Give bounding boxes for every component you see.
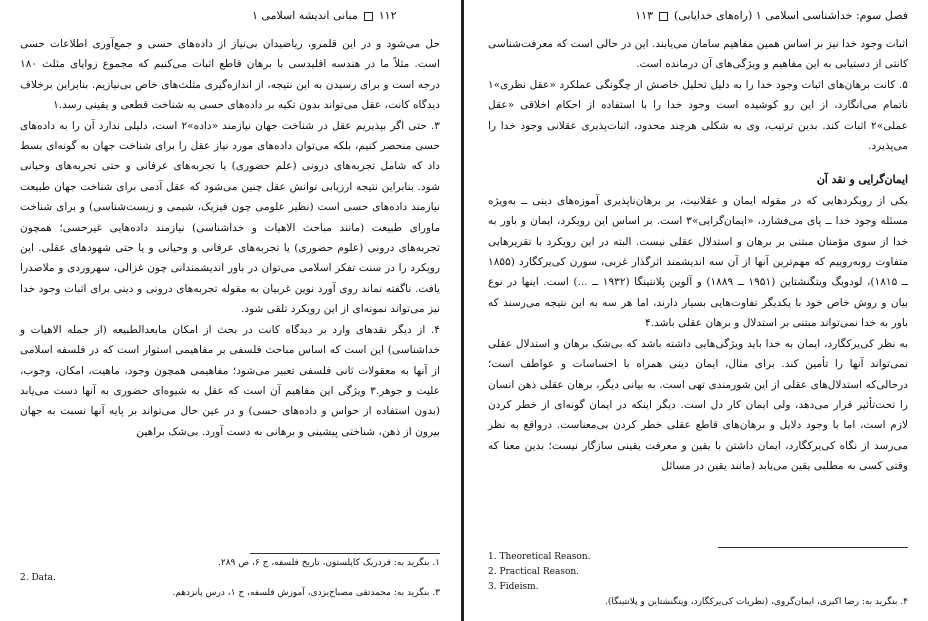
right-page-number: ۱۱۳ xyxy=(635,9,653,22)
left-page xyxy=(0,0,461,621)
right-page xyxy=(464,0,928,621)
right-running-title: فصل سوم: خداشناسی اسلامی ۱ (راه‌های خدایابی) xyxy=(673,9,908,22)
right-footnote-rule xyxy=(718,547,908,548)
right-section-paragraph-2: به نظر کی‌یرکگارد، ایمان به خدا باید ویژگی‌هایی داشته باشد که بی‌شک برهان و استدلال عقلی نمی‌تواند آنها را تأمین کند. برای مثال، ایمان دینی همراه با احساسات و عواطف است؛ درحالی‌که استدلال‌های عقلی از این شورمندی تهی است. به بیانی دیگر، برهان عقلی ذهن انسان را تحت‌تأثیر قرار می‌دهد، ولی ایمان کار دل است. دیگر اینکه در ایمان گونه‌ای از خطر کردن لازم است، اما با وجود دلایل و برهان‌های قاطع عقلی خطر کردن بی‌معناست. درواقع به نظر می‌رسد از نگاه کی‌یرکگارد، ایمان داشتن با یقین و معرفت یقینی سازگار نیست؛ بدین معنا که وقتی کسی به مطلبی یقین می‌یابد (مانند یقین در مسائل xyxy=(488,337,908,473)
left-running-title: مبانی اندیشه اسلامی ۱ xyxy=(252,9,358,22)
left-paragraph-3: ۴. از دیگر نقدهای وارد بر دیدگاه کانت در بحث از امکان مابعدالطبیعه (از جمله الاهیات و خداشناسی) این است که اساس مباحث فلسفی بر مفاهیمی استوار است که در فلسفه اسلامی از آنها به معقولات ثانی فلسفی تعبیر می‌شود؛ مفاهیمی همچون وجود، ماهیت، امکان، وجوب، علیت و جوهر.۳ ویژگی این مفاهیم آن است که عقل به شیوه‌ای حضوری به آنها دست می‌یابد (بدون استفاده از حواس و داده‌های حسی) و در عین حال می‌تواند بر پایه آنها نسبت به جهان بیرون از ذهن، شناختی پیشینی و برهانی به دست آورد. بی‌شک براهین xyxy=(20,323,440,438)
left-footnote-3: ۳. بنگرید به: محمدتقی مصباح‌یزدی، آموزش فلسفه، ج ۱، درس پانزدهم. xyxy=(172,588,440,598)
header-square-icon xyxy=(364,12,373,21)
left-page-number: ۱۱۲ xyxy=(378,9,397,22)
right-paragraph-2: ۵. کانت برهان‌های اثبات وجود خدا را به دلیل تحلیل خاصش از چگونگی عملکرد «عقل نظری»۱ ناتمام می‌انگارد، از این رو کوشیده است وجود خدا را با استفاده از احکام اخلاقی «عقل عملی»۲ اثبات کند. بدین ترتیب، وی به شکلی هرچند محدود، اثبات‌پذیری عقلانی وجود خدا را می‌پذیرد. xyxy=(488,78,908,153)
left-body-text xyxy=(20,34,440,442)
left-footnotes xyxy=(20,557,440,602)
right-footnote-1: 1. Theoretical Reason. xyxy=(488,552,591,562)
left-footnote-2: 2. Data. xyxy=(20,573,56,583)
left-page-header xyxy=(252,9,397,22)
right-footnote-4: ۴. بنگرید به: رضا اکبری، ایمان‌گروی، (نظریات کی‌یرکگارد، ویتگنشتاین و پلانتینگا). xyxy=(605,597,908,607)
right-body-text xyxy=(488,34,908,477)
right-footnote-2: 2. Practical Reason. xyxy=(488,567,580,577)
left-paragraph-2: ۳. حتی اگر بپذیریم عقل در شناخت جهان نیازمند «داده»۲ است، دلیلی ندارد آن را به داده‌های حسی منحصر کنیم، بلکه می‌توان داده‌های مورد نیاز عقل را برای شناخت جهان به گونه‌ای بسط داد که شامل تجربه‌های درونی (علم حضوری) یا تجربه‌های عرفانی و حتی تجربه‌های وحیانی شود. بنابراین نتیجه ارزیابی توانش عقل چنین می‌شود که عقل آدمی برای شناخت جهان طبیعت نیازمند داده‌های حسی است (نظیر علومی چون فیزیک، شیمی و زیست‌شناسی) و برای شناخت ماورای طبیعت (مانند مباحث الاهیات و خداشناسی) نیازمند داده‌هایی غیرحسی؛ همچون تجربه‌های درونی (علوم حضوری) یا تجربه‌های عرفانی و وحیانی و یا حتی شهودهای عقلی. این رویکرد را در سنت تفکر اسلامی می‌توان در باور اندیشمندانی چون غزالی، سهروردی و ملاصدرا یافت. ناگفته نماند روی آورد نوین غربیان به مقوله تجربه‌های درونی و دینی برای اثبات وجود خدا نیز می‌تواند نمونه‌ای از این رویکرد تلقی شود. xyxy=(20,119,440,316)
right-page-header xyxy=(635,9,908,22)
left-paragraph-1: حل می‌شود و در این قلمرو، ریاضیدان بی‌نیاز از داده‌های حسی و جمع‌آوری اطلاعات حسی است. مثلاً ما در هندسه اقلیدسی با برهان قاطع اثبات می‌کنیم که مجموع زوایای مثلث ۱۸۰ درجه است و برای رسیدن به این نتیجه، از اندازه‌گیری مثلث‌های خاص بی‌نیازیم. بنابراین برخلاف دیدگاه کانت، عقل می‌تواند بدون تکیه بر داده‌های حسی به شناخت قطعی و یقینی رسد.۱ xyxy=(20,38,440,112)
left-footnote-rule xyxy=(250,553,440,554)
left-footnote-1: ۱. بنگرید به: فردریک کاپلستون، تاریخ فلسفه، ج ۶، ص ۲۸۹. xyxy=(217,558,440,568)
header-square-icon xyxy=(659,12,668,21)
right-section-paragraph-1: یکی از رویکردهایی که در مقوله ایمان و عقلانیت، بر برهان‌ناپذیری آموزه‌های دینی ــ به‌ویژه مسئله وجود خدا ــ پای می‌فشارد، «ایمان‌گرایی»۳ است. بر اساس این رویکرد، ایمان و باور به خدا از سوی مؤمنان مبتنی بر برهان و استدلال عقلی نیست. البته در این رویکرد با تقریرهایی متفاوت روبه‌روییم که مهم‌ترین آنها از آن سه اندیشمند اثرگذار غربی، سورن کی‌یرکگارد (۱۸۵۵ ــ ۱۸۱۵)، لودویگ ویتگنشتاین (۱۹۵۱ ــ ۱۸۸۹) و آلوین پلانتینگا (۱۹۳۲ ــ ...) است. اینها در نوع بیان و روش خاص خود با یکدیگر تفاوت‌هایی بسیار دارند، اما هر سه به این نتیجه می‌رسند که باور به خدا نمی‌تواند مبتنی بر استدلال و برهان عقلی باشد.۴ xyxy=(488,194,908,330)
right-paragraph-1: اثبات وجود خدا نیز بر اساس همین مفاهیم سامان می‌یابند. این در حالی است که معرفت‌شناسی کانتی از دستیابی به این مفاهیم و ویژگی‌های آن درمانده است. xyxy=(488,38,908,71)
section-title: ایمان‌گرایی و نقد آن xyxy=(816,173,908,187)
right-footnote-3: 3. Fideism. xyxy=(488,582,539,592)
right-footnotes xyxy=(488,551,908,611)
